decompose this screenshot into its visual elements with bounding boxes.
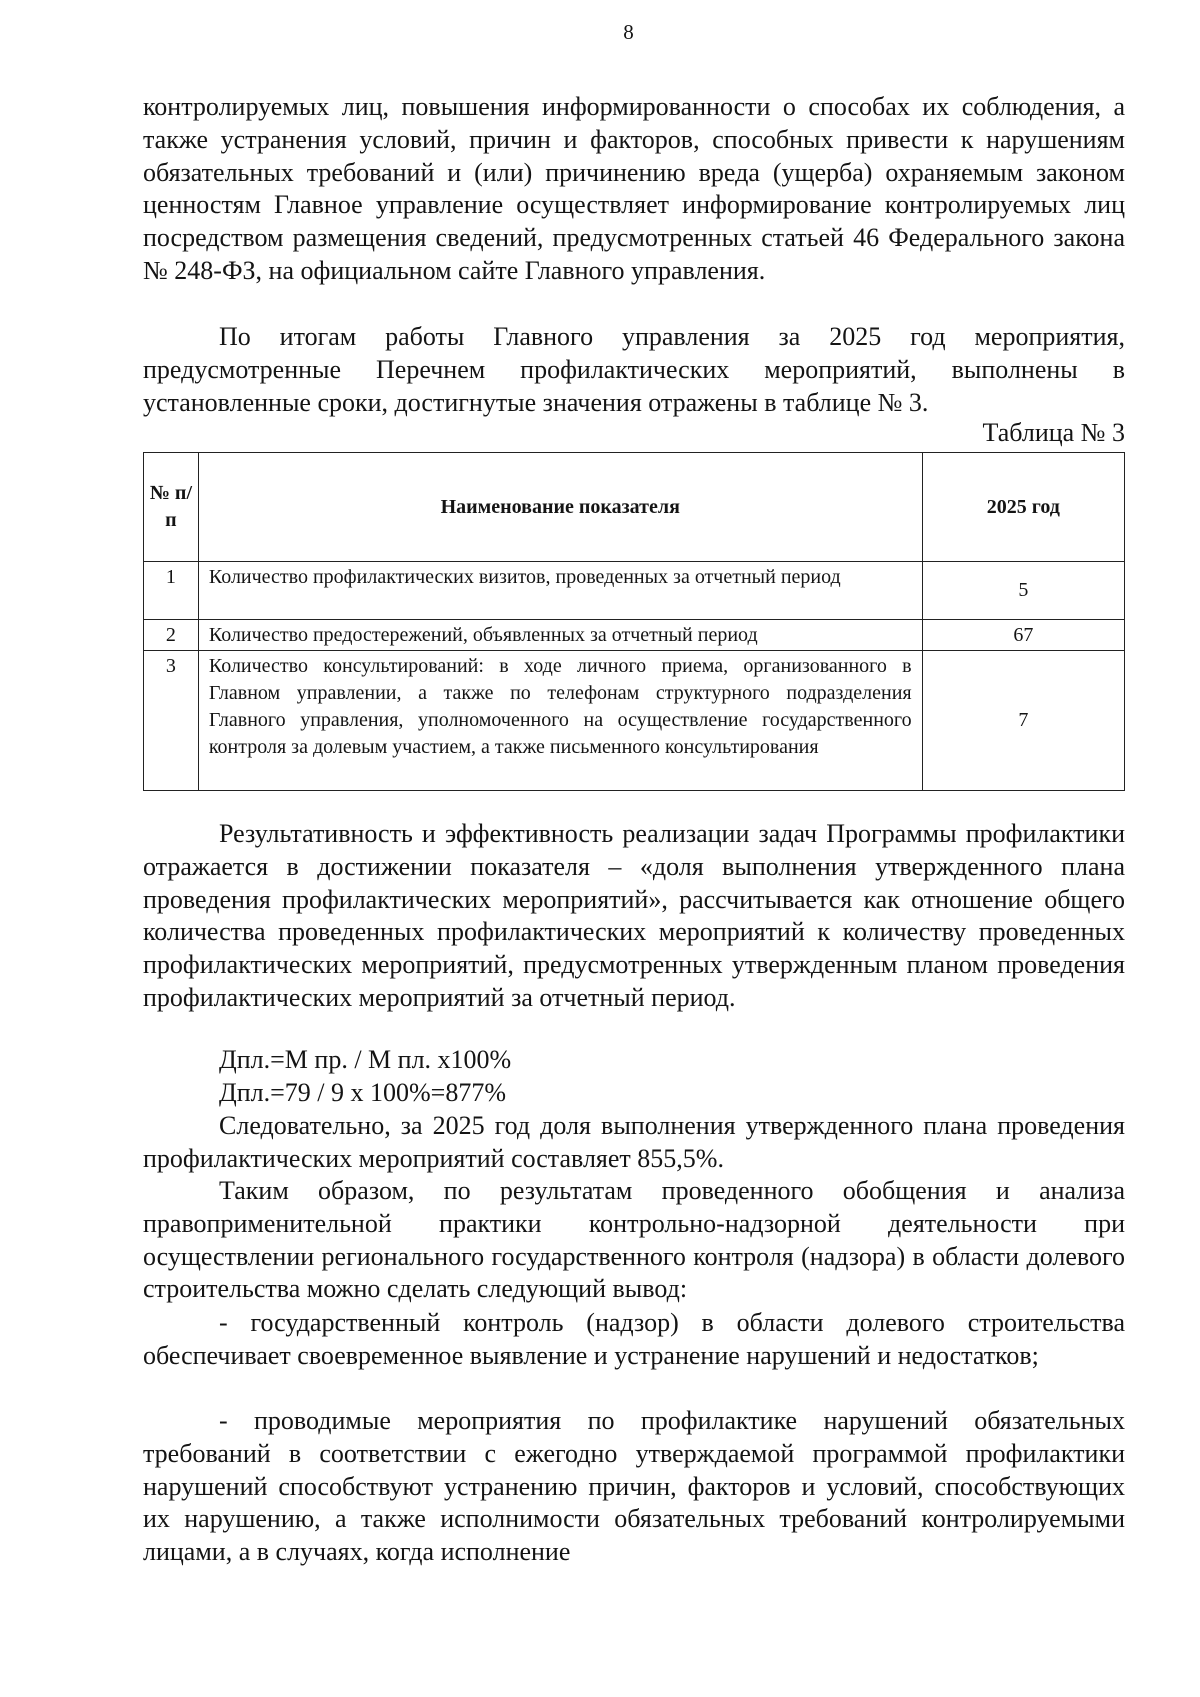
header-year: 2025 год bbox=[922, 453, 1124, 562]
indicators-table bbox=[143, 452, 1125, 791]
formula-calculated: Дпл.=79 / 9 х 100%=877% bbox=[219, 1078, 506, 1107]
row-indicator-name: Количество консультирований: в ходе личного приема, организованного в Главном управлении, а также по телефонам структурного подразделения Главного управления, уполномоченного на осуществление государственного контроля за долевым участием, а также письменного консультирования bbox=[198, 651, 922, 791]
table-row bbox=[144, 651, 1125, 791]
page-number: 8 bbox=[623, 20, 634, 44]
row-number: 3 bbox=[144, 651, 199, 791]
header-number: № п/ п bbox=[144, 453, 199, 562]
conclusion-bullet-1: - государственный контроль (надзор) в области долевого строительства обеспечивает своевременное выявление и устранение нарушений и недостатков; bbox=[143, 1308, 1125, 1370]
row-indicator-name: Количество профилактических визитов, проведенных за отчетный период bbox=[198, 562, 922, 620]
intro-paragraph: контролируемых лиц, повышения информированности о способах их соблюдения, а также устранения условий, причин и факторов, способных привести к нарушениям обязательных требований и (или) причинению вреда (ущерба) охраняемым законом ценностям Главное управление осуществляет информирование контролируемых лиц посредством размещения сведений, предусмотренных статьей 46 Федерального закона № 248-ФЗ, на официальном сайте Главного управления. bbox=[143, 92, 1125, 285]
conclusion-bullet-2: - проводимые мероприятия по профилактике нарушений обязательных требований в соответствии с ежегодно утверждаемой программой профилактики нарушений способствуют устранению причин, факторов и условий, способствующих их нарушению, а также исполнимости обязательных требований контролируемыми лицами, а в случаях, когда исполнение bbox=[143, 1406, 1125, 1567]
table-row bbox=[144, 562, 1125, 620]
row-number: 2 bbox=[144, 620, 199, 651]
table-header-row bbox=[144, 453, 1125, 562]
summary-paragraph: Таким образом, по результатам проведенного обобщения и анализа правоприменительной практики контрольно-надзорной деятельности при осуществлении регионального государственного контроля (надзора) в области долевого строительства можно сделать следующий вывод: bbox=[143, 1176, 1125, 1304]
conclusion-paragraph: Следовательно, за 2025 год доля выполнения утвержденного плана проведения профилактических мероприятий составляет 855,5%. bbox=[143, 1111, 1125, 1173]
formula-general: Дпл.=М пр. / М пл. х100% bbox=[219, 1045, 512, 1074]
row-number: 1 bbox=[144, 562, 199, 620]
table-row bbox=[144, 620, 1125, 651]
row-value: 67 bbox=[922, 620, 1124, 651]
header-indicator-name: Наименование показателя bbox=[198, 453, 922, 562]
row-value: 5 bbox=[922, 562, 1124, 620]
effectiveness-paragraph: Результативность и эффективность реализации задач Программы профилактики отражается в достижении показателя – «доля выполнения утвержденного плана проведения профилактических мероприятий», рассчитывается как отношение общего количества проведенных профилактических мероприятий к количеству проведенных профилактических мероприятий, предусмотренных утвержденным планом проведения профилактических мероприятий за отчетный период. bbox=[143, 819, 1125, 1012]
row-value: 7 bbox=[922, 651, 1124, 791]
table-caption: Таблица № 3 bbox=[982, 418, 1125, 447]
results-paragraph: По итогам работы Главного управления за 2025 год мероприятия, предусмотренные Перечнем профилактических мероприятий, выполнены в установленные сроки, достигнутые значения отражены в таблице № 3. bbox=[143, 322, 1125, 417]
row-indicator-name: Количество предостережений, объявленных за отчетный период bbox=[198, 620, 922, 651]
